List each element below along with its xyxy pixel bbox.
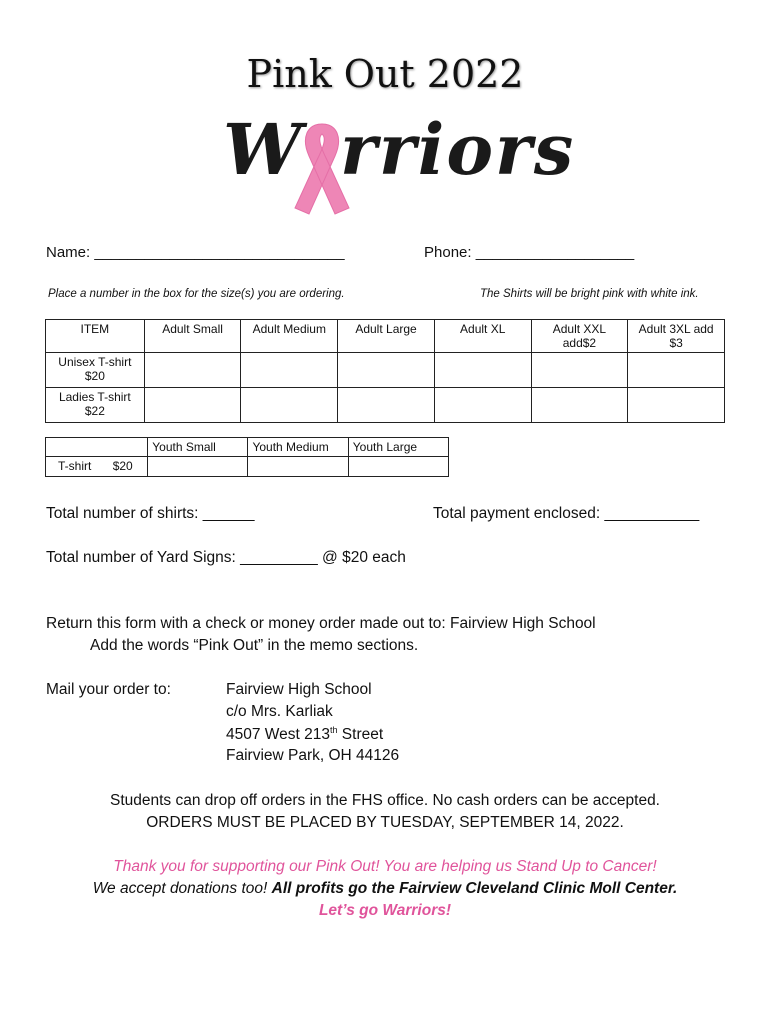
total-payment-field[interactable]: Total payment enclosed: ___________ <box>433 505 700 522</box>
qty-cell[interactable] <box>248 457 348 477</box>
youth-item-price: $20 <box>112 459 133 473</box>
table-row <box>46 388 725 423</box>
qty-cell[interactable] <box>531 388 628 423</box>
qty-cell[interactable] <box>628 353 725 388</box>
adult-order-table <box>45 319 725 423</box>
logo-text-w: W <box>223 108 304 191</box>
qty-cell[interactable] <box>144 388 241 423</box>
instruction-left: Place a number in the box for the size(s) you are ordering. <box>48 288 345 300</box>
closing-line1: Thank you for supporting our Pink Out! You are helping us Stand Up to Cancer! <box>113 858 657 875</box>
page-title: Pink Out 2022 <box>246 52 524 96</box>
row-item-ladies: Ladies T-shirt $22 <box>46 388 145 423</box>
closing-line2-bold: All profits go the Fairview Cleveland Clinic Moll Center. <box>271 880 678 897</box>
mail-line3 <box>226 725 383 744</box>
header-youth-large: Youth Large <box>348 438 448 457</box>
table-header-row <box>46 320 725 353</box>
instruction-right: The Shirts will be bright pink with white ink. <box>480 288 699 300</box>
header-adult-xxl: Adult XXL add$2 <box>531 320 628 353</box>
qty-cell[interactable] <box>628 388 725 423</box>
mail-line3-post: Street <box>337 726 384 744</box>
closing-line3: Let’s go Warriors! <box>318 902 452 919</box>
phone-field[interactable]: Phone: ___________________ <box>424 244 635 261</box>
header-youth-small: Youth Small <box>148 438 248 457</box>
qty-cell[interactable] <box>338 388 435 423</box>
table-row <box>46 457 449 477</box>
closing-line2 <box>0 880 770 898</box>
table-row <box>46 353 725 388</box>
warriors-logo <box>215 108 576 218</box>
notes-line2: ORDERS MUST BE PLACED BY TUESDAY, SEPTEMBER 14, 2022. <box>146 814 624 831</box>
row-item-youth <box>46 457 148 477</box>
youth-order-table <box>45 437 449 477</box>
qty-cell[interactable] <box>148 457 248 477</box>
row-item-unisex: Unisex T-shirt $20 <box>46 353 145 388</box>
header-youth-medium: Youth Medium <box>248 438 348 457</box>
qty-cell[interactable] <box>241 353 338 388</box>
return-info-line2: Add the words “Pink Out” in the memo sections. <box>90 637 419 654</box>
mail-line3-pre: 4507 West 213 <box>226 726 330 744</box>
youth-item-label: T-shirt <box>58 459 92 473</box>
qty-cell[interactable] <box>531 353 628 388</box>
qty-cell[interactable] <box>144 353 241 388</box>
header-adult-large: Adult Large <box>338 320 435 353</box>
yard-signs-field[interactable]: Total number of Yard Signs: _________ @ $20 each <box>46 549 406 566</box>
header-adult-small: Adult Small <box>144 320 241 353</box>
mail-line4: Fairview Park, OH 44126 <box>226 747 400 764</box>
header-adult-3xl: Adult 3XL add $3 <box>628 320 725 353</box>
qty-cell[interactable] <box>338 353 435 388</box>
logo-text-rriors: rriors <box>340 108 576 191</box>
mail-line3-sup: th <box>329 725 338 735</box>
total-shirts-field[interactable]: Total number of shirts: ______ <box>46 505 255 522</box>
closing-line2-plain: We accept donations too! <box>92 880 272 897</box>
youth-header-blank <box>46 438 148 457</box>
mail-label: Mail your order to: <box>46 681 171 698</box>
return-info-line1: Return this form with a check or money order made out to: Fairview High School <box>46 615 596 632</box>
mail-line2: c/o Mrs. Karliak <box>226 703 333 720</box>
qty-cell[interactable] <box>241 388 338 423</box>
qty-cell[interactable] <box>434 388 531 423</box>
table-header-row <box>46 438 449 457</box>
header-adult-xl: Adult XL <box>434 320 531 353</box>
name-field[interactable]: Name: ______________________________ <box>46 244 345 261</box>
qty-cell[interactable] <box>434 353 531 388</box>
mail-line1: Fairview High School <box>226 681 372 698</box>
header-adult-medium: Adult Medium <box>241 320 338 353</box>
notes-line1: Students can drop off orders in the FHS office. No cash orders can be accepted. <box>110 792 660 809</box>
qty-cell[interactable] <box>348 457 448 477</box>
header-item: ITEM <box>46 320 145 353</box>
